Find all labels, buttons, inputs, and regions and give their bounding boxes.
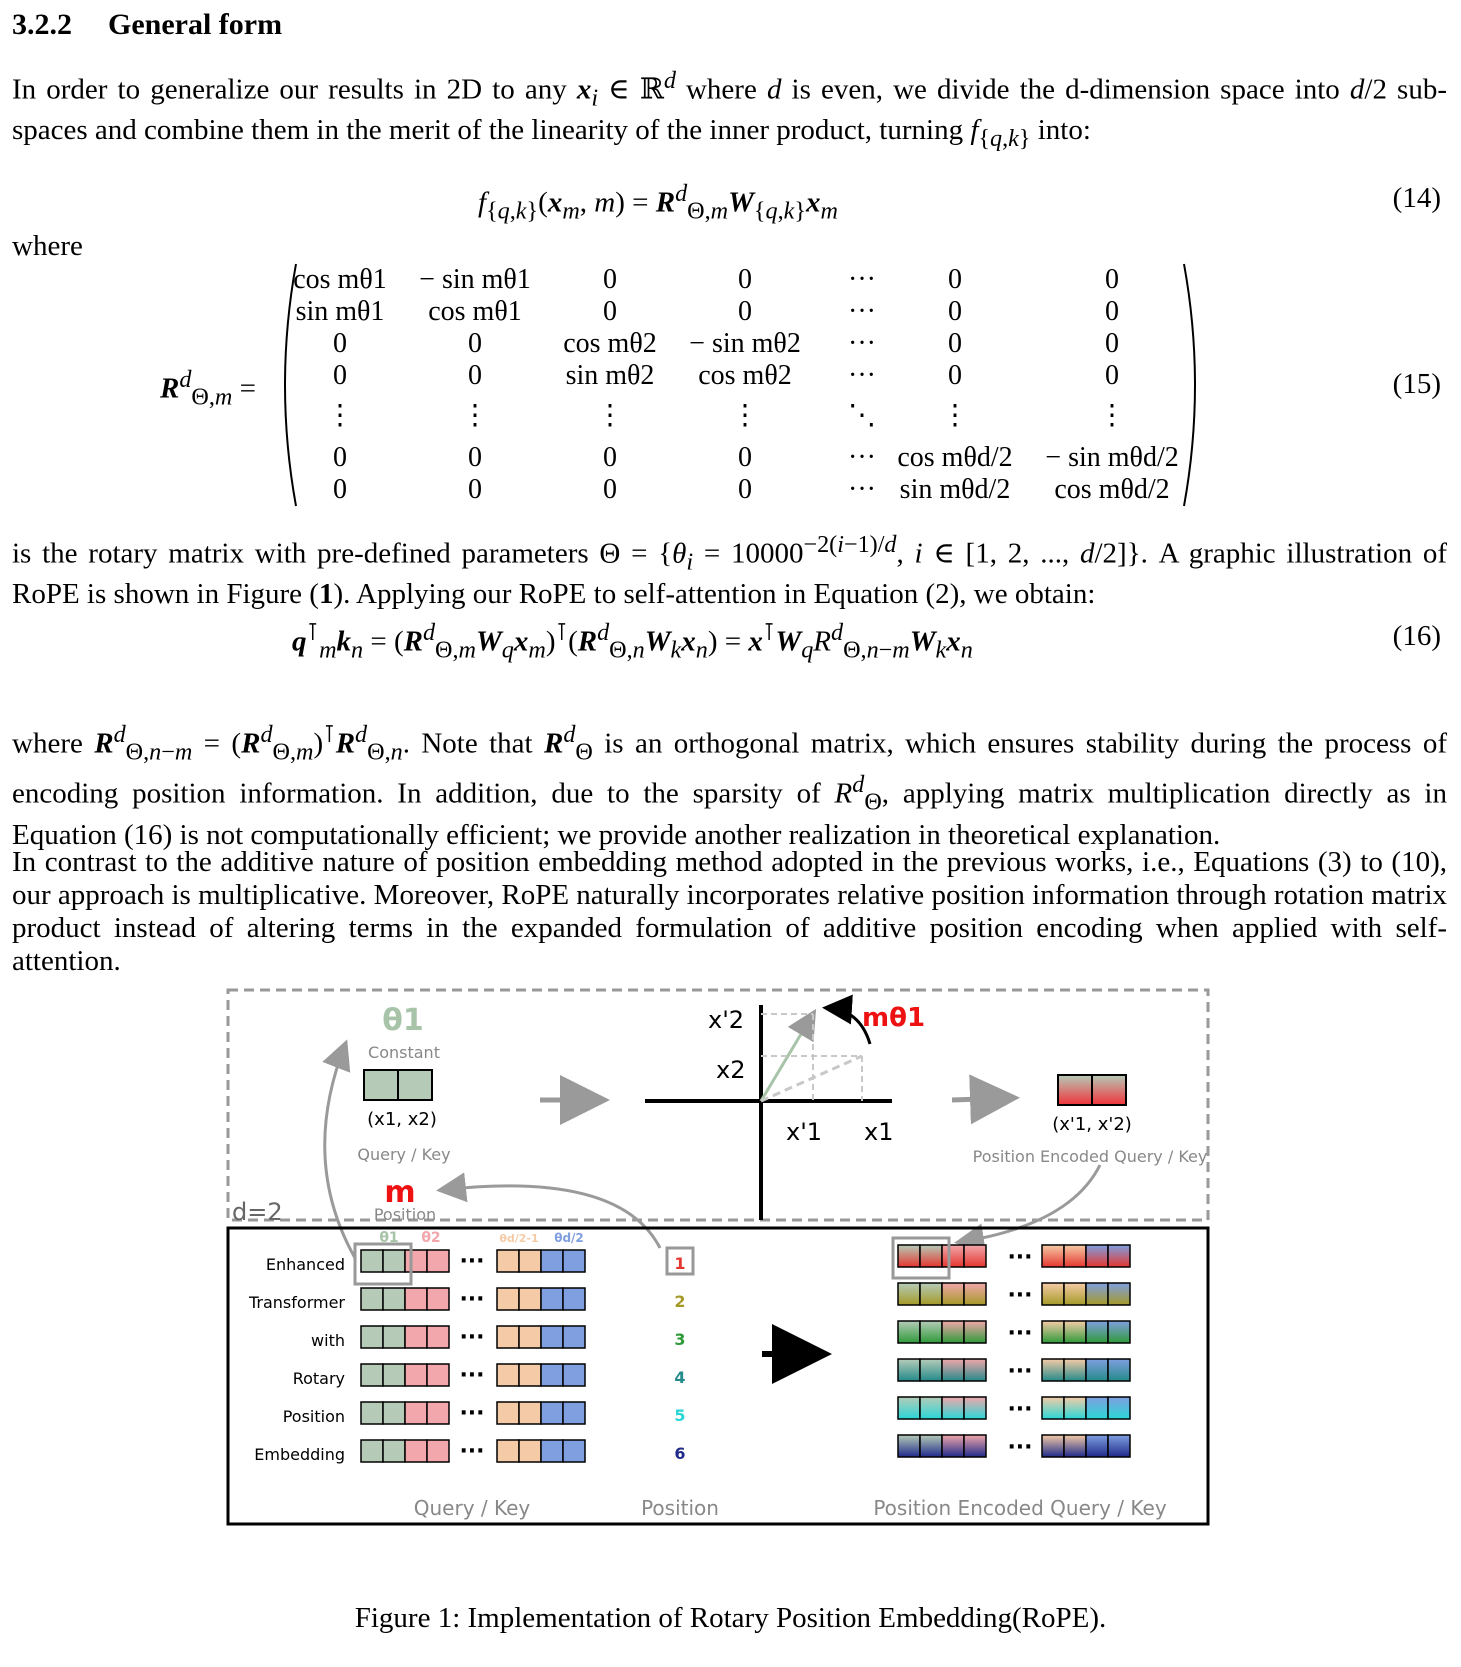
equation-15-number: (15) <box>1392 368 1441 400</box>
matrix-cell: 0 <box>948 264 962 295</box>
equation-15-lhs: $R^d_{\Theta,m}$ = <box>160 366 256 411</box>
theta-link-arrow <box>325 1045 355 1258</box>
qk-cell <box>383 1326 405 1348</box>
encoded-dots: ··· <box>1007 1245 1033 1270</box>
qk-cell <box>519 1402 541 1424</box>
qk-cell <box>427 1402 449 1424</box>
qk-cell <box>519 1250 541 1272</box>
qk-cell <box>383 1288 405 1310</box>
matrix-cell: 0 <box>1105 296 1119 327</box>
pair-label: (x1, x2) <box>367 1109 437 1130</box>
matrix-cell: ··· <box>848 264 876 295</box>
constant-label: Constant <box>368 1043 440 1062</box>
encoded-cell <box>1042 1359 1064 1381</box>
position-number: 6 <box>674 1444 686 1463</box>
encoded-cell <box>964 1321 986 1343</box>
qk-cell <box>427 1440 449 1462</box>
matrix-cell: 0 <box>333 442 347 473</box>
matrix-cell: ⋱ <box>848 400 876 431</box>
qk-cell <box>361 1440 383 1462</box>
side-word: Rotary <box>292 1369 345 1388</box>
matrix-cell: 0 <box>1105 328 1119 359</box>
qk-cell <box>383 1402 405 1424</box>
matrix-cell: ··· <box>848 442 876 473</box>
encoded-cell <box>964 1245 986 1267</box>
qk-cell <box>405 1288 427 1310</box>
matrix-cell: ··· <box>848 328 876 359</box>
matrix-cell: cos mθ1 <box>293 264 387 295</box>
d-label: d=2 <box>232 1198 283 1226</box>
matrix-cell: 0 <box>1105 360 1119 391</box>
encoded-cell <box>1086 1435 1108 1457</box>
matrix-cell: 0 <box>948 296 962 327</box>
top-query-key-label: Query / Key <box>357 1145 451 1164</box>
encoded-dots: ··· <box>1007 1283 1033 1308</box>
encoded-cell <box>1086 1283 1108 1305</box>
position-link-arrow <box>442 1186 660 1248</box>
top-encoded-block <box>1058 1075 1126 1105</box>
encoded-cell <box>898 1283 920 1305</box>
theta-header: θ2 <box>421 1230 441 1246</box>
encoded-cell <box>920 1435 942 1457</box>
qk-cell <box>541 1364 563 1386</box>
qk-cell <box>427 1288 449 1310</box>
qk-cell <box>405 1440 427 1462</box>
encoded-cell <box>942 1435 964 1457</box>
section-heading <box>12 8 282 42</box>
position-number: 3 <box>674 1330 686 1349</box>
encoded-cell <box>942 1245 964 1267</box>
encoded-cell <box>1086 1359 1108 1381</box>
encoded-cell <box>920 1283 942 1305</box>
x2-label: x2 <box>716 1056 746 1084</box>
matrix-cell: 0 <box>333 360 347 391</box>
matrix-cell: 0 <box>468 442 482 473</box>
paragraph-3: where $R^d_{\Theta,n-m} = (R^d_{\Theta,m})^⊺R^d_{\Theta,n}$. Note that $R^d_\Theta$ is an orthogonal matrix, which ensures stability during the process of encoding position information. In addition, due to the sparsity of $R^d_\Theta$, applying matrix multiplication directly as in Equation (16) is not computationally efficient; we provide another realization in theoretical explanation. <box>12 721 1447 851</box>
qk-cell <box>519 1440 541 1462</box>
matrix-cell: 0 <box>603 474 617 505</box>
qk-cell <box>519 1288 541 1310</box>
matrix-cell: 0 <box>738 474 752 505</box>
qk-cell <box>361 1288 383 1310</box>
side-word: Embedding <box>254 1445 345 1464</box>
qk-cell <box>427 1250 449 1272</box>
position-number: 4 <box>674 1368 686 1387</box>
qk-cell <box>541 1402 563 1424</box>
matrix-cell: ⋮ <box>941 400 969 431</box>
encoded-link-arrow <box>960 1165 1100 1242</box>
encoded-cell <box>1042 1245 1064 1267</box>
matrix-cell: cos mθ1 <box>428 296 522 327</box>
x2-prime-label: x'2 <box>708 1006 745 1034</box>
x1-prime-label: x'1 <box>786 1118 823 1146</box>
qk-cell <box>361 1364 383 1386</box>
qk-cell <box>361 1326 383 1348</box>
encoded-cell <box>1108 1321 1130 1343</box>
encoded-cell <box>1086 1245 1108 1267</box>
encoded-cell <box>1042 1435 1064 1457</box>
matrix-cell: − sin mθ1 <box>419 264 531 295</box>
encoded-cell <box>1042 1283 1064 1305</box>
matrix-cell: ⋮ <box>731 400 759 431</box>
theta-header: θd/2-1 <box>499 1232 539 1245</box>
encoded-cell <box>1064 1245 1086 1267</box>
qk-dots: ··· <box>459 1439 485 1464</box>
qk-cell <box>497 1326 519 1348</box>
position-number: 2 <box>674 1292 686 1311</box>
qk-cell <box>541 1288 563 1310</box>
encoded-caption: Position Encoded Query / Key <box>873 1496 1167 1520</box>
qk-dots: ··· <box>459 1363 485 1388</box>
matrix-cell: 0 <box>468 360 482 391</box>
encoded-dots: ··· <box>1007 1397 1033 1422</box>
side-word: with <box>311 1331 345 1350</box>
encoded-cell <box>1064 1283 1086 1305</box>
qk-cell <box>405 1326 427 1348</box>
arrow-to-encoded <box>952 1098 1010 1100</box>
matrix-cell: ⋮ <box>1098 400 1126 431</box>
matrix-cell: 0 <box>1105 264 1119 295</box>
matrix-cell: 0 <box>603 442 617 473</box>
qk-cell <box>497 1402 519 1424</box>
encoded-cell <box>1108 1245 1130 1267</box>
qk-cell <box>361 1250 383 1272</box>
x1-label: x1 <box>864 1118 894 1146</box>
qk-cell <box>361 1402 383 1424</box>
top-query-key-block <box>364 1070 432 1100</box>
position-number: 5 <box>674 1406 686 1425</box>
matrix-cell: 0 <box>948 360 962 391</box>
paragraph-4: In contrast to the additive nature of position embedding method adopted in the previous works, i.e., Equations (3) to (10), our approach is multiplicative. Moreover, RoPE naturally incorporates relative position information through rotation matrix product instead of altering terms in the expanded formulation of additive position encoding when applied with self-attention. <box>12 846 1447 977</box>
matrix-cell: cos mθ2 <box>563 328 657 359</box>
equation-16-number: (16) <box>1392 620 1441 652</box>
encoded-cell <box>1086 1321 1108 1343</box>
qk-cell <box>541 1250 563 1272</box>
qk-cell <box>497 1250 519 1272</box>
encoded-cell <box>942 1321 964 1343</box>
encoded-cell <box>898 1245 920 1267</box>
encoded-dots: ··· <box>1007 1435 1033 1460</box>
encoded-cell <box>920 1397 942 1419</box>
paragraph-1: In order to generalize our results in 2D to any $x_i$ ∈ ℝ$^d$ where d is even, we divide the d-dimension space into d/2 sub-spaces and combine them in the merit of the linearity of the inner product, turning $f_{\{q,k\}}$ into: <box>12 67 1447 153</box>
side-word: Enhanced <box>265 1255 345 1274</box>
side-word: Transformer <box>248 1293 345 1312</box>
matrix-cell: 0 <box>468 474 482 505</box>
qk-cell <box>497 1364 519 1386</box>
matrix-cell: 0 <box>333 328 347 359</box>
equation-14: $f_{\{q,k\}}(x_m$, $m) = R^d_{\Theta,m}W_{\{q,k\}}x_m$ <box>478 180 838 225</box>
matrix-cell: 0 <box>738 296 752 327</box>
qk-dots: ··· <box>459 1287 485 1312</box>
qk-dots: ··· <box>459 1249 485 1274</box>
matrix-cell: 0 <box>738 264 752 295</box>
encoded-cell <box>942 1397 964 1419</box>
qk-cell <box>541 1440 563 1462</box>
encoded-cell <box>942 1283 964 1305</box>
qk-cell <box>427 1364 449 1386</box>
matrix-cell: ⋮ <box>326 400 354 431</box>
encoded-cell <box>964 1359 986 1381</box>
encoded-cell <box>964 1435 986 1457</box>
qk-cell <box>563 1402 585 1424</box>
matrix-cell: 0 <box>333 474 347 505</box>
encoded-cell <box>920 1245 942 1267</box>
matrix-cell: cos mθ2 <box>698 360 792 391</box>
figure-caption: Figure 1: Implementation of Rotary Position Embedding(RoPE). <box>354 1602 1107 1634</box>
encoded-cell <box>1108 1359 1130 1381</box>
encoded-cell <box>1086 1397 1108 1419</box>
matrix-cell: − sin mθ2 <box>689 328 801 359</box>
theta-label: θ1 <box>382 1003 424 1038</box>
encoded-cell <box>1108 1397 1130 1419</box>
qk-cell <box>405 1402 427 1424</box>
encoded-cell <box>898 1435 920 1457</box>
encoded-cell <box>1064 1359 1086 1381</box>
matrix-cell: ⋮ <box>596 400 624 431</box>
qk-cell <box>541 1326 563 1348</box>
side-word: Position <box>282 1407 345 1426</box>
matrix-cell: cos mθd/2 <box>897 442 1013 473</box>
qk-cell <box>427 1326 449 1348</box>
qk-cell <box>383 1440 405 1462</box>
qk-cell <box>563 1288 585 1310</box>
encoded-cell <box>898 1321 920 1343</box>
matrix-cell: ··· <box>848 474 876 505</box>
encoded-cell <box>1108 1283 1130 1305</box>
matrix-cell: 0 <box>948 328 962 359</box>
encoded-cell <box>920 1359 942 1381</box>
qk-cell <box>497 1288 519 1310</box>
encoded-cell <box>1042 1397 1064 1419</box>
encoded-pair-label: (x'1, x'2) <box>1052 1114 1132 1135</box>
qk-dots: ··· <box>459 1325 485 1350</box>
matrix-cell: 0 <box>468 328 482 359</box>
section-title: General form <box>108 8 283 41</box>
encoded-cell <box>964 1397 986 1419</box>
qk-cell <box>519 1326 541 1348</box>
qk-cell <box>405 1364 427 1386</box>
qk-cell <box>563 1440 585 1462</box>
angle-label: mθ1 <box>862 1003 926 1033</box>
qk-cell <box>519 1364 541 1386</box>
encoded-cell <box>1108 1435 1130 1457</box>
matrix-cell: 0 <box>603 264 617 295</box>
matrix-cell: sin mθd/2 <box>899 474 1011 505</box>
equation-16: $q^⊺_mk_n = (R^d_{\Theta,m}W_qx_m)^⊺(R^d_{\Theta,n}W_kx_n) = x^⊺W_qR^d_{\Theta,n-m}W_kx_n$ <box>292 619 973 664</box>
query-key-caption: Query / Key <box>413 1496 531 1520</box>
matrix-cell: − sin mθd/2 <box>1045 442 1179 473</box>
m-label: m <box>384 1175 416 1210</box>
qk-cell <box>563 1326 585 1348</box>
paragraph-2: is the rotary matrix with pre-defined parameters $\Theta = \{\theta_i = 10000^{-2(i-1)/d}$, i ∈ [1, 2, ..., d/2]}. A graphic illustration of RoPE is shown in Figure (1). Applying our RoPE to self-attention in Equation (2), we obtain: <box>12 531 1448 611</box>
matrix-cell: ⋮ <box>461 400 489 431</box>
encoded-cell <box>898 1397 920 1419</box>
position-caption: Position <box>641 1496 719 1520</box>
encoded-dots: ··· <box>1007 1359 1033 1384</box>
qk-cell <box>497 1440 519 1462</box>
encoded-cell <box>1064 1435 1086 1457</box>
encoded-cell <box>942 1359 964 1381</box>
encoded-cell <box>920 1321 942 1343</box>
qk-cell <box>383 1250 405 1272</box>
equation-14-number: (14) <box>1392 182 1441 214</box>
matrix-cell: cos mθd/2 <box>1054 474 1170 505</box>
matrix-cell: ··· <box>848 360 876 391</box>
section-number: 3.2.2 <box>12 8 72 41</box>
qk-dots: ··· <box>459 1401 485 1426</box>
matrix-cell: sin mθ1 <box>295 296 385 327</box>
matrix-cell: 0 <box>603 296 617 327</box>
encoded-cell <box>1064 1321 1086 1343</box>
position-label: Position <box>373 1205 437 1224</box>
position-number: 1 <box>674 1254 686 1273</box>
where-label: where <box>12 230 83 262</box>
qk-cell <box>383 1364 405 1386</box>
matrix-cell: 0 <box>738 442 752 473</box>
encoded-label: Position Encoded Query / Key <box>972 1147 1208 1166</box>
encoded-cell <box>1042 1321 1064 1343</box>
encoded-cell <box>964 1283 986 1305</box>
theta-header: θd/2 <box>554 1231 584 1245</box>
qk-cell <box>563 1364 585 1386</box>
qk-cell <box>405 1250 427 1272</box>
encoded-cell <box>898 1359 920 1381</box>
encoded-cell <box>1064 1397 1086 1419</box>
rope-figure <box>0 980 1461 1580</box>
theta-header: θ1 <box>379 1230 399 1246</box>
qk-cell <box>563 1250 585 1272</box>
matrix-cell: sin mθ2 <box>565 360 655 391</box>
encoded-dots: ··· <box>1007 1321 1033 1346</box>
matrix-cell: ··· <box>848 296 876 327</box>
